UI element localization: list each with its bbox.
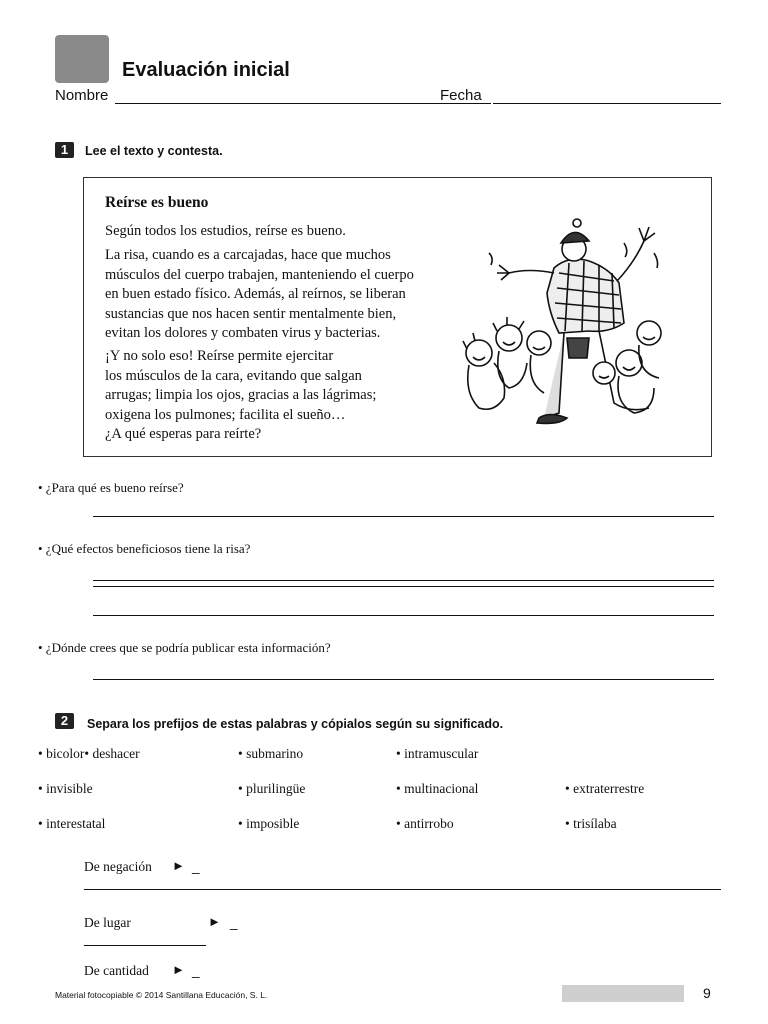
name-date-row <box>55 87 721 107</box>
arrow-right-icon: ► <box>172 858 185 873</box>
clown-children-illustration <box>449 213 679 443</box>
reading-paragraph-2: La risa, cuando es a carcajadas, hace que muchos músculos del cuerpo trabajen, manteniendo el cuerpo en buen estado físico. Además, al reírnos, se liberan sustancias que nos hacen sentir mentalmente bien, evitan los dolores y combaten virus y bacterias. <box>105 247 414 341</box>
category-cantidad-blank: _ <box>192 963 200 978</box>
answer-line-lugar[interactable] <box>84 945 206 946</box>
answer-line-2c[interactable] <box>93 615 714 616</box>
exercise-2-number: 2 <box>55 713 74 729</box>
word-invisible: • invisible <box>38 781 93 796</box>
footer-bar <box>562 985 684 1002</box>
page-title: Evaluación inicial <box>122 59 290 81</box>
reading-paragraph-3: ¡Y no solo eso! Reírse permite ejercitar los músculos de la cara, evitando que salgan arrugas; limpia los ojos, gracias a las lágrimas; oxigena los pulmones; facilita el sueño… ¿A qué esperas para reírte? <box>105 348 377 442</box>
exercise-2-instruction: Separa los prefijos de estas palabras y cópialos según su significado. <box>87 717 504 731</box>
answer-line-3[interactable] <box>93 679 714 680</box>
exercise-1-number: 1 <box>55 142 74 158</box>
answer-line-1[interactable] <box>93 516 714 517</box>
word-imposible: • imposible <box>238 816 300 831</box>
word-plurilingue: • plurilingüe <box>238 781 306 796</box>
word-submarino: • submarino <box>238 746 304 761</box>
word-bicolor-deshacer: • bicolor• deshacer <box>38 746 140 761</box>
reading-paragraph-1: Según todos los estudios, reírse es bueno. <box>105 223 346 239</box>
category-lugar-label: De lugar <box>84 915 131 930</box>
category-cantidad-label: De cantidad <box>84 963 149 978</box>
answer-line-2a[interactable] <box>93 580 714 581</box>
answer-line-negacion[interactable] <box>84 889 721 890</box>
category-lugar-blank: _ <box>230 915 238 930</box>
exercise-1-instruction: Lee el texto y contesta. <box>85 144 223 158</box>
name-label: Nombre <box>55 87 109 104</box>
reading-title: Reírse es bueno <box>105 194 209 211</box>
word-multinacional: • multinacional <box>396 781 479 796</box>
word-extraterrestre: • extraterrestre <box>565 781 645 796</box>
header-gray-box <box>55 35 109 83</box>
name-field[interactable] <box>115 103 491 104</box>
question-3: • ¿Dónde crees que se podría publicar esta información? <box>38 640 331 655</box>
word-trisilaba: • trisílaba <box>565 816 617 831</box>
question-1: • ¿Para qué es bueno reírse? <box>38 480 184 495</box>
category-negacion-blank: _ <box>192 859 200 874</box>
arrow-right-icon: ► <box>208 914 221 929</box>
footer-copyright: Material fotocopiable © 2014 Santillana Educación, S. L. <box>55 990 268 1000</box>
word-intramuscular: • intramuscular <box>396 746 479 761</box>
word-interestatal: • interestatal <box>38 816 106 831</box>
question-2: • ¿Qué efectos beneficiosos tiene la risa? <box>38 541 251 556</box>
answer-line-2b[interactable] <box>93 586 714 587</box>
date-field[interactable] <box>493 103 721 104</box>
category-negacion-label: De negación <box>84 859 152 874</box>
date-label: Fecha <box>440 87 482 104</box>
arrow-right-icon: ► <box>172 962 185 977</box>
reading-box <box>83 177 712 457</box>
page-number: 9 <box>703 985 711 1001</box>
word-antirrobo: • antirrobo <box>396 816 454 831</box>
